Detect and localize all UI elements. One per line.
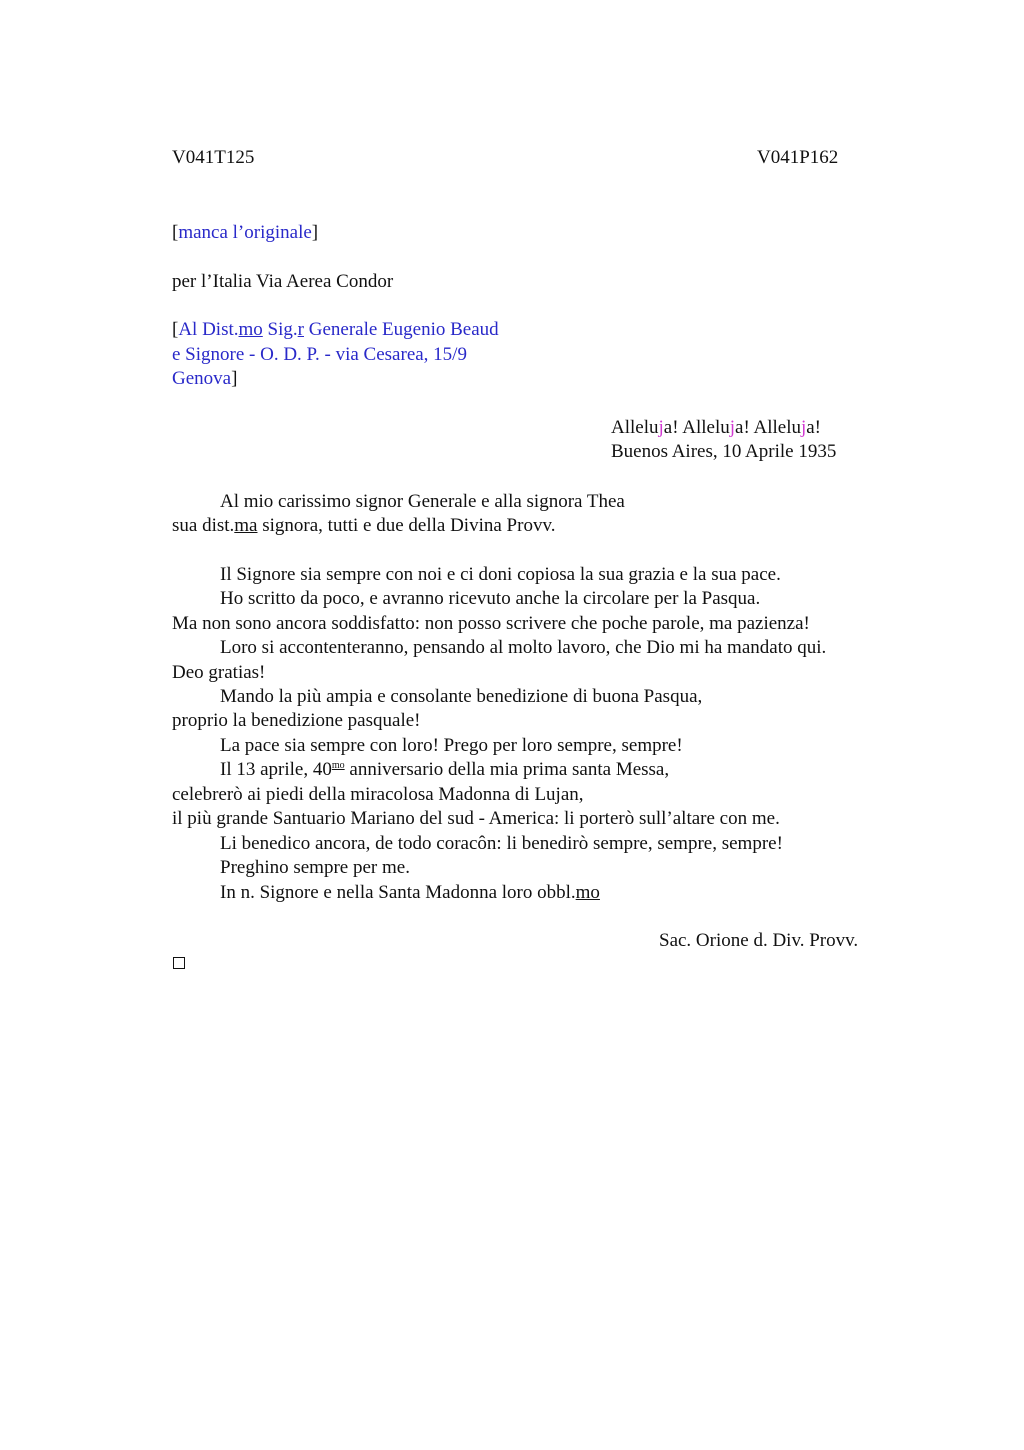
body-line: celebrerò ai piedi della miracolosa Madonna di Lujan,	[172, 784, 584, 805]
salutation-line-2	[172, 514, 555, 538]
alleluia-line	[611, 416, 821, 440]
via-line: per l’Italia Via Aerea Condor	[172, 271, 394, 292]
salutation-line-1: Al mio carissimo signor Generale e alla signora Thea	[220, 491, 625, 512]
alleluia-j: j	[658, 417, 664, 438]
body-text: anniversario della mia prima santa Messa,	[344, 759, 670, 780]
signature: Sac. Orione d. Div. Provv.	[659, 930, 859, 951]
editorial-note	[172, 221, 318, 245]
address-abbrev: mo	[238, 319, 263, 340]
alleluia-j: j	[729, 417, 736, 438]
bracket: ]	[311, 222, 319, 243]
bracket: [	[172, 222, 179, 243]
body-line: Mando la più ampia e consolante benedizione di buona Pasqua,	[220, 686, 703, 707]
body-line: La pace sia sempre con loro! Prego per loro sempre, sempre!	[220, 735, 683, 756]
date-line: Buenos Aires, 10 Aprile 1935	[611, 441, 837, 462]
salutation-text: signora, tutti e due della Divina Provv.	[257, 515, 556, 536]
body-line: Deo gratias!	[172, 662, 266, 683]
address-line-1	[172, 318, 499, 342]
alleluia-text: Allelu	[611, 417, 659, 438]
address-line-2: e Signore - O. D. P. - via Cesarea, 15/9	[172, 344, 467, 365]
address-text: Generale Eugenio Beaud	[303, 319, 499, 340]
address-text: Al Dist.	[178, 319, 239, 340]
closing-abbrev: mo	[575, 882, 600, 903]
body-line: Li benedico ancora, de todo coracôn: li benedirò sempre, sempre, sempre!	[220, 833, 783, 854]
body-text: Il 13 aprile, 40	[220, 759, 332, 780]
address-line-3	[172, 367, 237, 391]
address-abbrev: r	[297, 319, 304, 340]
closing-line	[220, 881, 600, 905]
body-line: proprio la benedizione pasquale!	[172, 710, 421, 731]
alleluia-text: a! Allelu	[663, 417, 730, 438]
bracket: ]	[231, 368, 238, 389]
alleluia-j: j	[800, 417, 807, 438]
body-line: Ho scritto da poco, e avranno ricevuto anche la circolare per la Pasqua.	[220, 588, 761, 609]
alleluia-text: a!	[806, 417, 822, 438]
body-line: Il Signore sia sempre con noi e ci doni copiosa la sua grazia e la sua pace.	[220, 564, 781, 585]
note-text: manca l’originale	[178, 222, 312, 243]
ordinal-suffix: mo	[331, 760, 345, 771]
header-right-code: V041P162	[757, 147, 839, 168]
salutation-text: sua dist.	[172, 515, 235, 536]
alleluia-text: a! Allelu	[735, 417, 801, 438]
closing-text: In n. Signore e nella Santa Madonna loro obbl.	[220, 882, 576, 903]
body-line: Ma non sono ancora soddisfatto: non posso scrivere che poche parole, ma pazienza!	[172, 613, 810, 634]
bracket: [	[172, 319, 179, 340]
body-line: il più grande Santuario Mariano del sud - America: li porterò sull’altare con me.	[172, 808, 780, 829]
salutation-abbrev: ma	[234, 515, 258, 536]
body-line	[220, 758, 669, 782]
address-text: Sig.	[262, 319, 298, 340]
header-left-code: V041T125	[172, 147, 255, 168]
body-line: Preghino sempre per me.	[220, 857, 410, 878]
body-line: Loro si accontenteranno, pensando al molto lavoro, che Dio mi ha mandato qui.	[220, 637, 827, 658]
address-city: Genova	[172, 368, 232, 389]
end-marker-box	[173, 957, 185, 969]
